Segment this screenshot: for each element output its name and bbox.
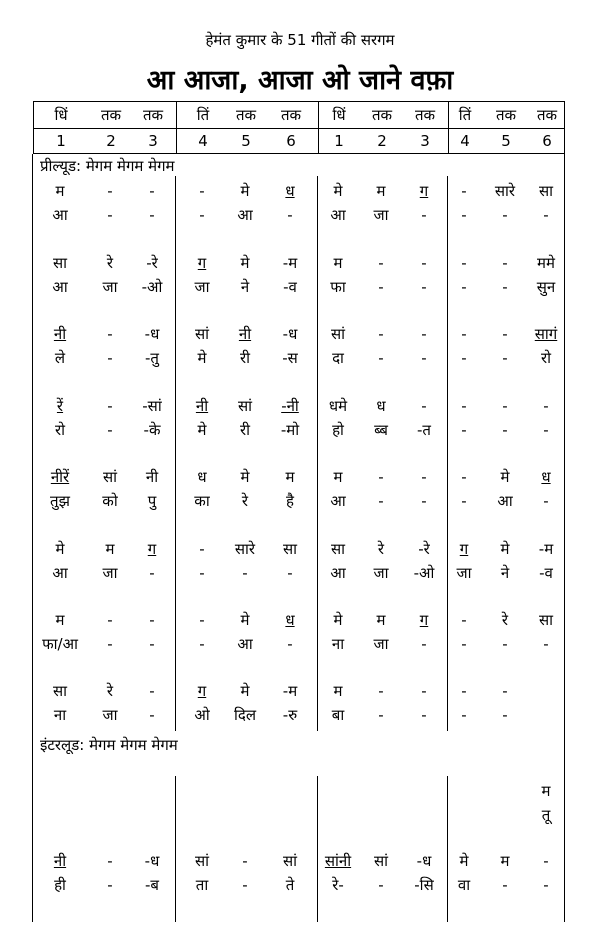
swar-note: नी — [53, 325, 67, 343]
lyric-syllable: - — [199, 635, 205, 653]
lyric-syllable: आ — [237, 635, 253, 653]
lyric-syllable: रो — [540, 349, 552, 367]
swar-note: ग — [197, 682, 207, 700]
lyric-syllable: जा — [194, 278, 210, 296]
group-divider — [176, 102, 177, 128]
lyric-syllable: आ — [330, 564, 346, 582]
lyric-syllable: - — [378, 349, 384, 367]
swar-note: सारे — [234, 540, 256, 558]
lyric-syllable: आ — [330, 206, 346, 224]
lyric-syllable: जा — [373, 206, 389, 224]
group-divider — [175, 776, 176, 922]
lyric-syllable: - — [149, 706, 155, 724]
group-divider — [448, 129, 449, 153]
swar-note: म — [333, 254, 343, 272]
swar-note: - — [461, 468, 467, 486]
swar-note: - — [461, 611, 467, 629]
swar-note: म — [333, 682, 343, 700]
swar-note: सा — [330, 540, 346, 558]
swar-note: ग — [147, 540, 157, 558]
lyric-syllable: - — [543, 492, 549, 510]
bol-cell: तक — [142, 106, 164, 124]
swar-note: रे — [106, 682, 114, 700]
swar-note: -सां — [142, 397, 162, 415]
book-subtitle: हेमंत कुमार के 51 गीतों की सरगम — [205, 31, 395, 49]
lyric-syllable: - — [543, 876, 549, 894]
swar-note: - — [378, 468, 384, 486]
bol-cell: तिं — [458, 106, 472, 124]
lyric-syllable: -ब — [145, 876, 159, 894]
lyric-syllable: -ओ — [413, 564, 435, 582]
swar-note: ग — [197, 254, 207, 272]
swar-note: - — [543, 397, 549, 415]
lyric-syllable: - — [378, 876, 384, 894]
lyric-syllable: - — [421, 635, 427, 653]
swar-note: सां — [194, 852, 210, 870]
lyric-syllable: दा — [332, 349, 344, 367]
swar-note: सांनी — [324, 852, 352, 870]
lyric-syllable: ने — [500, 564, 510, 582]
lyric-syllable: ना — [331, 635, 345, 653]
lyric-syllable: हो — [332, 421, 344, 439]
lyric-syllable: तू — [541, 806, 551, 824]
swar-note: - — [502, 325, 508, 343]
swar-note: - — [461, 182, 467, 200]
lyric-syllable: - — [378, 492, 384, 510]
swar-note: सां — [237, 397, 253, 415]
lyric-syllable: री — [239, 349, 251, 367]
swar-note: सा — [282, 540, 298, 558]
lyric-syllable: - — [421, 492, 427, 510]
swar-note: - — [149, 182, 155, 200]
bol-cell: तक — [100, 106, 122, 124]
swar-note: ध — [197, 468, 207, 486]
swar-note: - — [421, 682, 427, 700]
lyric-syllable: - — [199, 206, 205, 224]
lyric-syllable: जा — [373, 635, 389, 653]
lyric-syllable: - — [378, 706, 384, 724]
swar-note: मे — [240, 611, 250, 629]
swar-note: सा — [538, 611, 554, 629]
swar-note: - — [199, 182, 205, 200]
swar-note: -नी — [281, 397, 299, 415]
lyric-syllable: जा — [456, 564, 472, 582]
lyric-syllable: मे — [197, 421, 207, 439]
swar-note: - — [421, 468, 427, 486]
swar-note: - — [242, 852, 248, 870]
lyric-syllable: पु — [147, 492, 157, 510]
swar-note: - — [461, 682, 467, 700]
swar-note: सां — [330, 325, 346, 343]
lyric-syllable: आ — [52, 564, 68, 582]
swar-note: सा — [52, 682, 68, 700]
lyric-syllable: - — [107, 349, 113, 367]
lyric-syllable: - — [502, 876, 508, 894]
swar-note: - — [378, 325, 384, 343]
lyric-syllable: - — [149, 564, 155, 582]
swar-note: - — [543, 852, 549, 870]
swar-note: - — [107, 182, 113, 200]
lyric-syllable: - — [502, 349, 508, 367]
group-divider — [317, 776, 318, 922]
lyric-syllable: - — [461, 635, 467, 653]
lyric-syllable: - — [543, 421, 549, 439]
lyric-syllable: - — [502, 635, 508, 653]
swar-note: रे — [106, 254, 114, 272]
beat-number-cell: 2 — [106, 132, 116, 150]
swar-note: म — [55, 182, 65, 200]
beat-number-row — [33, 128, 565, 154]
swar-note: म — [105, 540, 115, 558]
lyric-syllable: -व — [539, 564, 553, 582]
lyric-syllable: जा — [102, 706, 118, 724]
swar-note: - — [502, 682, 508, 700]
swar-note: धमे — [328, 397, 348, 415]
lyric-syllable: सुन — [536, 278, 556, 296]
lyric-syllable: -स — [282, 349, 298, 367]
swar-note: मे — [240, 468, 250, 486]
swar-note: - — [107, 611, 113, 629]
swar-note: म — [376, 182, 386, 200]
lyric-syllable: जा — [373, 564, 389, 582]
lyric-syllable: बा — [331, 706, 345, 724]
lyric-syllable: ब्ब — [374, 421, 388, 439]
swar-note: सां — [373, 852, 389, 870]
swar-note: ध — [376, 397, 386, 415]
lyric-syllable: -मो — [280, 421, 300, 439]
bol-cell: धिं — [332, 106, 346, 124]
lyric-syllable: - — [421, 206, 427, 224]
swar-note: - — [107, 325, 113, 343]
group-divider — [318, 129, 319, 153]
beat-number-cell: 3 — [420, 132, 430, 150]
beat-number-cell: 1 — [334, 132, 344, 150]
group-divider — [176, 129, 177, 153]
swar-note: नी — [53, 852, 67, 870]
lyric-syllable: - — [242, 564, 248, 582]
swar-note: मे — [333, 182, 343, 200]
swar-note: ध — [285, 611, 295, 629]
swar-note: मे — [55, 540, 65, 558]
beat-number-cell: 2 — [377, 132, 387, 150]
lyric-syllable: - — [107, 421, 113, 439]
swar-note: सां — [282, 852, 298, 870]
lyric-syllable: फा — [330, 278, 346, 296]
lyric-syllable: - — [543, 206, 549, 224]
swar-note: ग — [419, 182, 429, 200]
swar-note: -ध — [282, 325, 298, 343]
lyric-syllable: -सि — [414, 876, 434, 894]
bol-cell: तिं — [196, 106, 210, 124]
swar-note: नी — [238, 325, 252, 343]
lyric-syllable: - — [461, 278, 467, 296]
swar-note: - — [378, 682, 384, 700]
lyric-syllable: - — [287, 564, 293, 582]
lyric-syllable: आ — [497, 492, 513, 510]
swar-note: -ध — [144, 852, 160, 870]
beat-number-cell: 4 — [198, 132, 208, 150]
lyric-syllable: - — [461, 706, 467, 724]
swar-note: मे — [500, 468, 510, 486]
lyric-syllable: - — [421, 278, 427, 296]
interlude-label: इंटरलूड: मेगम मेगम मेगम — [40, 736, 178, 754]
swar-note: मे — [459, 852, 469, 870]
beat-number-cell: 3 — [148, 132, 158, 150]
lyric-syllable: जा — [102, 278, 118, 296]
lyric-syllable: - — [421, 349, 427, 367]
lyric-syllable: - — [107, 876, 113, 894]
lyric-syllable: -तु — [145, 349, 159, 367]
lyric-syllable: - — [461, 492, 467, 510]
swar-note: - — [421, 254, 427, 272]
lyric-syllable: ओ — [194, 706, 210, 724]
swar-note: म — [285, 468, 295, 486]
lyric-syllable: ही — [54, 876, 66, 894]
swar-note: म — [55, 611, 65, 629]
swar-note: म — [333, 468, 343, 486]
swar-note: सां — [194, 325, 210, 343]
lyric-syllable: ते — [285, 876, 295, 894]
lyric-syllable: - — [199, 564, 205, 582]
swar-note: -ध — [416, 852, 432, 870]
beat-number-cell: 1 — [56, 132, 66, 150]
swar-note: नीरें — [50, 468, 70, 486]
lyric-syllable: ने — [240, 278, 250, 296]
swar-note: सां — [102, 468, 118, 486]
swar-note: - — [502, 397, 508, 415]
bol-cell: तक — [235, 106, 257, 124]
song-title: आ आजा, आजा ओ जाने वफ़ा — [146, 65, 454, 96]
swar-note: - — [461, 325, 467, 343]
group-divider — [448, 102, 449, 128]
lyric-syllable: दिल — [233, 706, 257, 724]
lyric-syllable: आ — [330, 492, 346, 510]
bol-cell: तक — [280, 106, 302, 124]
lyric-syllable: - — [502, 206, 508, 224]
beat-number-cell: 4 — [460, 132, 470, 150]
lyric-syllable: - — [107, 635, 113, 653]
bol-cell: धिं — [54, 106, 68, 124]
lyric-syllable: - — [287, 206, 293, 224]
swar-note: - — [199, 540, 205, 558]
swar-note: ध — [285, 182, 295, 200]
group-divider — [447, 776, 448, 922]
swar-note: मे — [333, 611, 343, 629]
lyric-syllable: - — [149, 206, 155, 224]
swar-note: रें — [56, 397, 64, 415]
lyric-syllable: रो — [54, 421, 66, 439]
bol-cell: तक — [414, 106, 436, 124]
swar-note: ध — [541, 468, 551, 486]
swar-note: म — [376, 611, 386, 629]
swar-note: सागं — [534, 325, 558, 343]
group-divider — [175, 176, 176, 731]
lyric-syllable: - — [149, 635, 155, 653]
swar-note: - — [378, 254, 384, 272]
lyric-syllable: को — [102, 492, 118, 510]
lyric-syllable: - — [502, 706, 508, 724]
swar-note: - — [149, 682, 155, 700]
swar-note: - — [461, 397, 467, 415]
lyric-syllable: - — [107, 206, 113, 224]
lyric-syllable: जा — [102, 564, 118, 582]
lyric-syllable: - — [461, 421, 467, 439]
swar-note: रे — [377, 540, 385, 558]
lyric-syllable: ना — [53, 706, 67, 724]
lyric-syllable: आ — [237, 206, 253, 224]
lyric-syllable: आ — [52, 206, 68, 224]
lyric-syllable: आ — [52, 278, 68, 296]
swar-note: रे — [501, 611, 509, 629]
lyric-syllable: -रु — [282, 706, 298, 724]
bol-cell: तक — [495, 106, 517, 124]
lyric-syllable: रे — [241, 492, 249, 510]
bol-header-row — [33, 101, 565, 129]
swar-note: मे — [240, 182, 250, 200]
lyric-syllable: - — [461, 206, 467, 224]
lyric-syllable: वा — [457, 876, 471, 894]
lyric-syllable: - — [378, 278, 384, 296]
lyric-syllable: - — [421, 706, 427, 724]
beat-number-cell: 5 — [501, 132, 511, 150]
swar-note: -रे — [418, 540, 430, 558]
lyric-syllable: मे — [197, 349, 207, 367]
beat-number-cell: 6 — [542, 132, 552, 150]
lyric-syllable: - — [543, 635, 549, 653]
swar-note: सारे — [494, 182, 516, 200]
swar-note: मे — [500, 540, 510, 558]
beat-number-cell: 5 — [241, 132, 251, 150]
table-border — [32, 154, 33, 922]
swar-note: -म — [282, 254, 298, 272]
swar-note: सा — [538, 182, 554, 200]
lyric-syllable: ले — [54, 349, 66, 367]
bol-cell: तक — [536, 106, 558, 124]
swar-note: - — [199, 611, 205, 629]
swar-note: म — [500, 852, 510, 870]
lyric-syllable: - — [287, 635, 293, 653]
swar-note: ग — [459, 540, 469, 558]
swar-note: ग — [419, 611, 429, 629]
beat-number-cell: 6 — [286, 132, 296, 150]
lyric-syllable: ता — [195, 876, 209, 894]
swar-note: - — [149, 611, 155, 629]
lyric-syllable: -त — [417, 421, 431, 439]
lyric-syllable: रे- — [332, 876, 344, 894]
lyric-syllable: है — [286, 492, 294, 510]
swar-note: - — [421, 397, 427, 415]
bol-cell: तक — [371, 106, 393, 124]
prelude-label: प्रील्यूड: मेगम मेगम मेगम — [40, 157, 175, 175]
swar-note: - — [461, 254, 467, 272]
swar-note: -म — [538, 540, 554, 558]
lyric-syllable: तुझ — [50, 492, 70, 510]
lyric-syllable: - — [242, 876, 248, 894]
swar-note: -म — [282, 682, 298, 700]
lyric-syllable: का — [194, 492, 210, 510]
group-divider — [318, 102, 319, 128]
lyric-syllable: - — [502, 278, 508, 296]
swar-note: म — [541, 782, 551, 800]
swar-note: नी — [145, 468, 159, 486]
swar-note: मे — [240, 254, 250, 272]
lyric-syllable: - — [461, 349, 467, 367]
lyric-syllable: -के — [143, 421, 161, 439]
swar-note: - — [421, 325, 427, 343]
lyric-syllable: -व — [283, 278, 297, 296]
swar-note: - — [107, 397, 113, 415]
swar-note: -रे — [146, 254, 158, 272]
swar-note: नी — [195, 397, 209, 415]
swar-note: सा — [52, 254, 68, 272]
swar-note: मे — [240, 682, 250, 700]
lyric-syllable: -ओ — [141, 278, 163, 296]
lyric-syllable: - — [502, 421, 508, 439]
lyric-syllable: री — [239, 421, 251, 439]
swar-note: - — [502, 254, 508, 272]
swar-note: -ध — [144, 325, 160, 343]
lyric-syllable: फा/आ — [42, 635, 78, 653]
swar-note: - — [107, 852, 113, 870]
swar-note: ममे — [537, 254, 555, 272]
